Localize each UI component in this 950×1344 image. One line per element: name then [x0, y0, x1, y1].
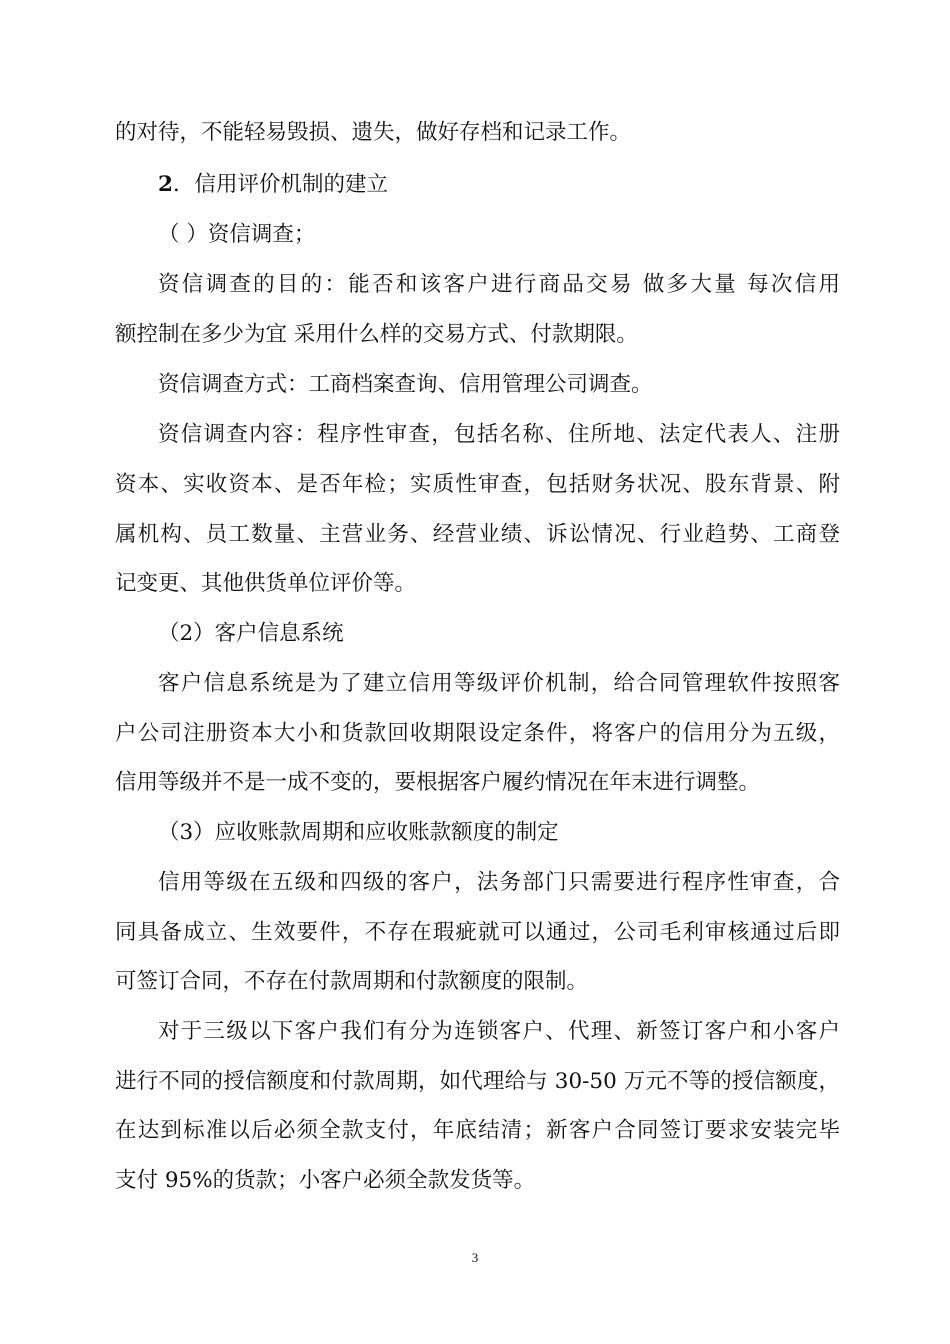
paragraph-line: 客户信息系统是为了建立信用等级评价机制，给合同管理软件按照客 [158, 671, 840, 696]
subsection-heading: （2）客户信息系统 [158, 621, 344, 646]
paragraph-line: 户公司注册资本大小和货款回收期限设定条件，将客户的信用分为五级， [115, 721, 840, 746]
paragraph-line: 同具备成立、生效要件，不存在瑕疵就可以通过，公司毛利审核通过后即 [115, 920, 840, 945]
paragraph-line: 记变更、其他供货单位评价等。 [115, 571, 417, 596]
paragraph-line: 进行不同的授信额度和付款周期，如代理给与 30-50 万元不等的授信额度， [115, 1069, 840, 1094]
paragraph-line: 对于三级以下客户我们有分为连锁客户、代理、新签订客户和小客户 [158, 1019, 840, 1044]
page-number: 3 [471, 1250, 479, 1265]
paragraph-line: 可签订合同，不存在付款周期和付款额度的限制。 [115, 969, 589, 994]
paragraph-line: 资信调查方式：工商档案查询、信用管理公司调查。 [158, 372, 653, 397]
paragraph-line: 属机构、员工数量、主营业务、经营业绩、诉讼情况、行业趋势、工商登 [115, 522, 840, 547]
paragraph-line: 的对待，不能轻易毁损、遗失，做好存档和记录工作。 [115, 120, 632, 145]
section-heading [158, 169, 840, 201]
section-number: 2 [158, 172, 173, 197]
paragraph-line: 支付 95%的货款；小客户必须全款发货等。 [115, 1168, 536, 1193]
paragraph-line: 信用等级并不是一成不变的，要根据客户履约情况在年末进行调整。 [115, 770, 761, 795]
subsection-heading: （ ）资信调查； [158, 222, 316, 247]
paragraph-line: 资信调查的目的：能否和该客户进行商品交易 做多大量 每次信用 [158, 272, 840, 297]
paragraph-line: 在达到标准以后必须全款支付，年底结清；新客户合同签订要求安装完毕 [115, 1118, 840, 1143]
subsection-heading: （3）应收账款周期和应收账款额度的制定 [158, 820, 559, 845]
paragraph-line: 额控制在多少为宜 采用什么样的交易方式、付款期限。 [115, 322, 638, 347]
paragraph-line: 资本、实收资本、是否年检；实质性审查，包括财务状况、股东背景、附 [115, 472, 840, 497]
paragraph-line: 信用等级在五级和四级的客户，法务部门只需要进行程序性审查，合 [158, 870, 840, 895]
section-title: ．信用评价机制的建立 [172, 172, 388, 197]
paragraph-line: 资信调查内容：程序性审查，包括名称、住所地、法定代表人、注册 [158, 422, 840, 447]
